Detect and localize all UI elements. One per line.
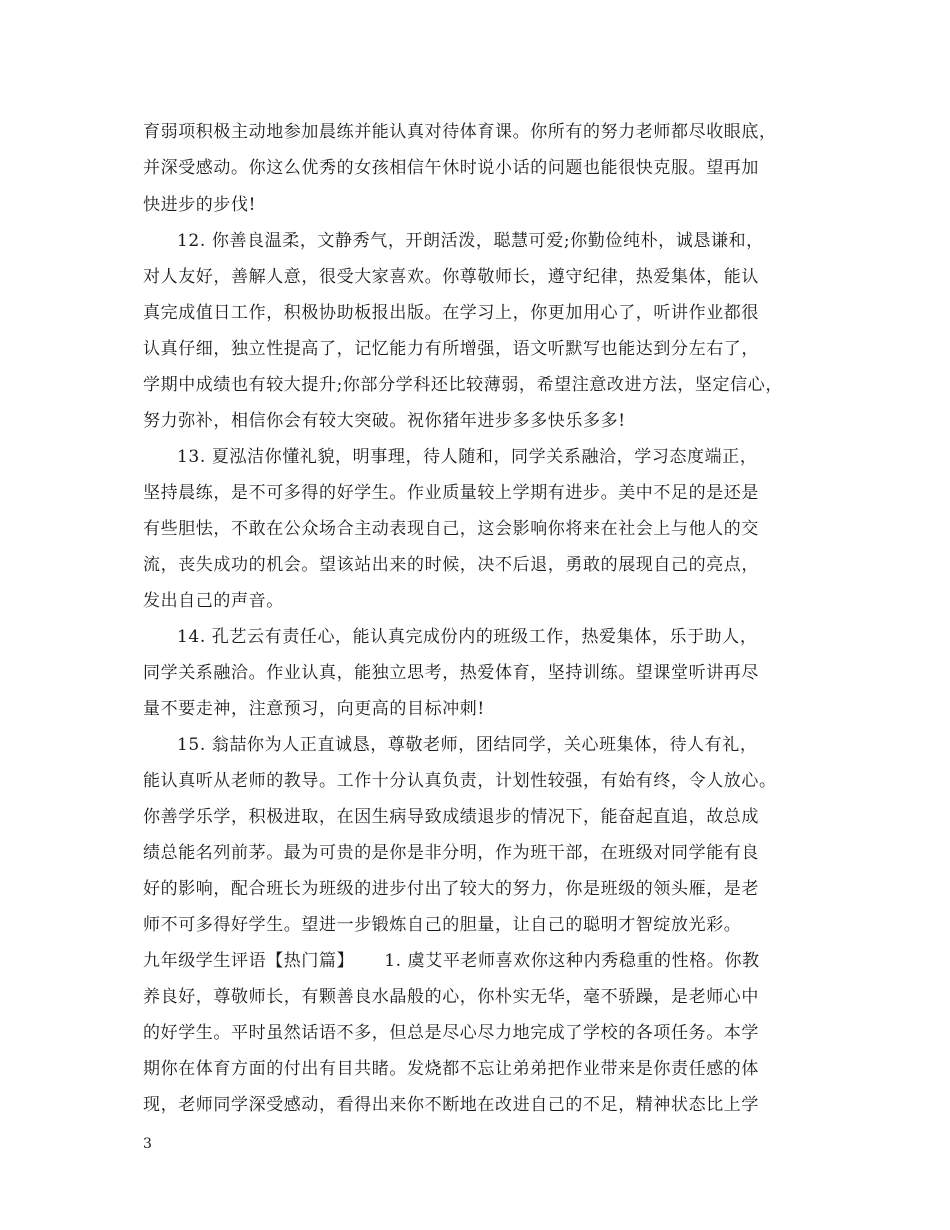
text-line: 真完成值日工作，积极协助板报出版。在学习上，你更加用心了，听讲作业都很	[143, 303, 759, 323]
paragraph-15-start: 15. 翁喆你为人正直诚恳，尊敬老师，团结同学，关心班集体，待人有礼，	[177, 735, 758, 755]
text-line: 有些胆怯，不敢在公众场合主动表现自己，这会影响你将来在社会上与他人的交	[143, 519, 759, 539]
text-line: 师不可多得好学生。望进一步锻炼自己的胆量，让自己的聪明才智绽放光彩。	[143, 915, 742, 935]
text-line: 量不要走神，注意预习，向更高的目标冲刺!	[143, 699, 485, 719]
text-line: 好的影响，配合班长为班级的进步付出了较大的努力，你是班级的领头雁，是老	[143, 879, 759, 899]
text-line: 能认真听从老师的教导。工作十分认真负责，计划性较强，有始有终，令人放心。	[143, 771, 777, 791]
text-line: 现，老师同学深受感动，看得出来你不断地在改进自己的不足，精神状态比上学	[143, 1095, 759, 1115]
text-line: 发出自己的声音。	[143, 591, 284, 611]
text-line: 坚持晨练，是不可多得的好学生。作业质量较上学期有进步。美中不足的是还是	[143, 483, 759, 503]
text-line: 努力弥补，相信你会有较大突破。祝你猪年进步多多快乐多多!	[143, 411, 626, 431]
text-line: 你善学乐学，积极进取，在因生病导致成绩退步的情况下，能奋起直追，故总成	[143, 807, 759, 827]
text-line: 并深受感动。你这么优秀的女孩相信午休时说小话的问题也能很快克服。望再加	[143, 158, 759, 178]
text-line: 育弱项积极主动地参加晨练并能认真对待体育课。你所有的努力老师都尽收眼底，	[143, 122, 777, 142]
text-line: 对人友好，善解人意，很受大家喜欢。你尊敬师长，遵守纪律，热爱集体，能认	[143, 267, 759, 287]
text-line: 养良好，尊敬师长，有颗善良水晶般的心，你朴实无华，毫不骄躁，是老师心中	[143, 987, 759, 1007]
text-line: 快进步的步伐!	[143, 195, 257, 215]
text-line: 的好学生。平时虽然话语不多，但总是尽心尽力地完成了学校的各项任务。本学	[143, 1023, 759, 1043]
text-line: 期你在体育方面的付出有目共睹。发烧都不忘让弟弟把作业带来是你责任感的体	[143, 1059, 759, 1079]
section-heading-line: 九年级学生评语【热门篇】 1. 虞艾平老师喜欢你这种内秀稳重的性格。你教	[143, 951, 760, 971]
text-line: 学期中成绩也有较大提升;你部分学科还比较薄弱，希望注意改进方法，坚定信心，	[143, 375, 783, 395]
page-number: 3	[143, 1136, 152, 1152]
text-line: 流，丧失成功的机会。望该站出来的时候，决不后退，勇敢的展现自己的亮点，	[143, 555, 759, 575]
text-line: 绩总能名列前茅。最为可贵的是你是非分明，作为班干部，在班级对同学能有良	[143, 843, 759, 863]
text-line: 认真仔细，独立性提高了，记忆能力有所增强，语文听默写也能达到分左右了，	[143, 339, 759, 359]
paragraph-13-start: 13. 夏泓洁你懂礼貌，明事理，待人随和，同学关系融洽，学习态度端正，	[177, 447, 758, 467]
paragraph-14-start: 14. 孔艺云有责任心，能认真完成份内的班级工作，热爱集体，乐于助人，	[177, 627, 758, 647]
paragraph-12-start: 12. 你善良温柔，文静秀气，开朗活泼，聪慧可爱;你勤俭纯朴，诚恳谦和，	[177, 231, 764, 251]
text-line: 同学关系融洽。作业认真，能独立思考，热爱体育，坚持训练。望课堂听讲再尽	[143, 663, 759, 683]
